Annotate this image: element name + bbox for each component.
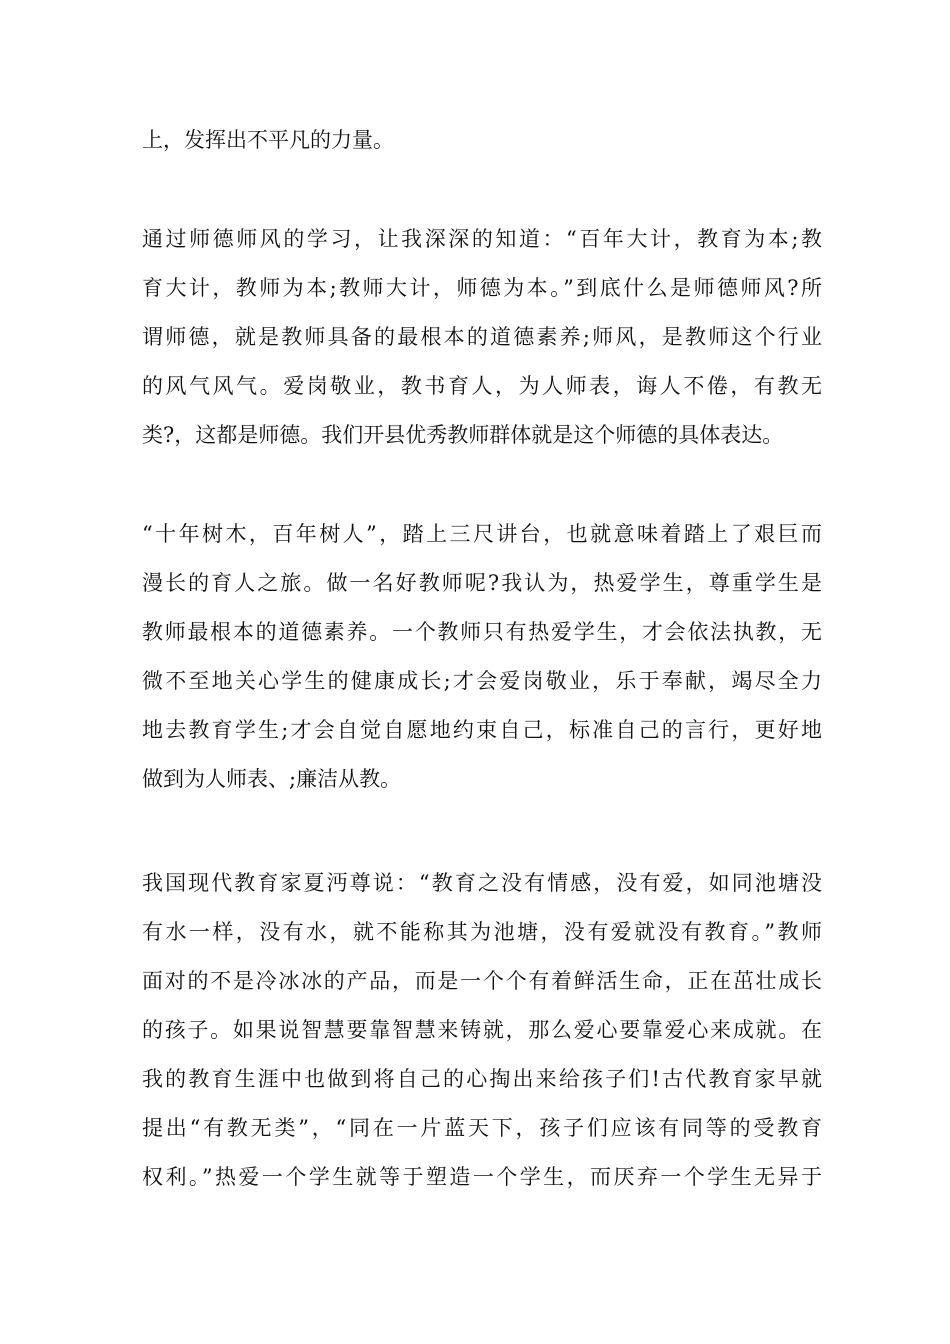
text-line: 做到为人师表、;廉洁从教。 — [142, 767, 402, 791]
text-line: 谓师德，就是教师具备的最根本的道德素养;师风，是教师这个行业 — [142, 325, 822, 349]
text-line: 漫长的育人之旅。做一名好教师呢?我认为，热爱学生，尊重学生是 — [142, 571, 822, 595]
text-line: 有水一样，没有水，就不能称其为池塘，没有爱就没有教育。”教师 — [142, 920, 822, 944]
text-line: 面对的不是冷冰冰的产品，而是一个个有着鲜活生命，正在茁壮成长 — [142, 969, 822, 993]
text-line: 我国现代教育家夏沔尊说：“教育之没有情感，没有爱，如同池塘没 — [142, 871, 822, 895]
paragraph-4 — [142, 859, 822, 1202]
text-line: 上，发挥出不平凡的力量。 — [142, 128, 394, 152]
text-line: 我的教育生涯中也做到将自己的心掏出来给孩子们!古代教育家早就 — [142, 1067, 822, 1091]
text-line: 育大计，教师为本;教师大计，师德为本。”到底什么是师德师风?所 — [142, 276, 822, 300]
text-line: 教师最根本的道德素养。一个教师只有热爱学生，才会依法执教，无 — [142, 620, 822, 644]
text-line: 的孩子。如果说智慧要靠智慧来铸就，那么爱心要靠爱心来成就。在 — [142, 1018, 822, 1042]
paragraph-1 — [142, 116, 822, 165]
text-line: 地去教育学生;才会自觉自愿地约束自己，标准自己的言行，更好地 — [142, 718, 822, 742]
text-line: “十年树木，百年树人”，踏上三尺讲台，也就意味着踏上了艰巨而 — [142, 522, 822, 546]
paragraph-3 — [142, 510, 822, 804]
text-line: 通过师德师风的学习，让我深深的知道：“百年大计，教育为本;教 — [142, 227, 822, 251]
text-line: 提出“有教无类”，“同在一片蓝天下，孩子们应该有同等的受教育 — [142, 1116, 822, 1140]
text-line: 的风气风气。爱岗敬业，教书育人，为人师表，诲人不倦，有教无 — [142, 374, 822, 398]
paragraph-2 — [142, 215, 822, 460]
text-line: 权利。”热爱一个学生就等于塑造一个学生，而厌弃一个学生无异于 — [142, 1165, 822, 1189]
text-line: 微不至地关心学生的健康成长;才会爱岗敬业，乐于奉献，竭尽全力 — [142, 669, 822, 693]
text-line: 类?，这都是师德。我们开县优秀教师群体就是这个师德的具体表达。 — [142, 423, 784, 447]
